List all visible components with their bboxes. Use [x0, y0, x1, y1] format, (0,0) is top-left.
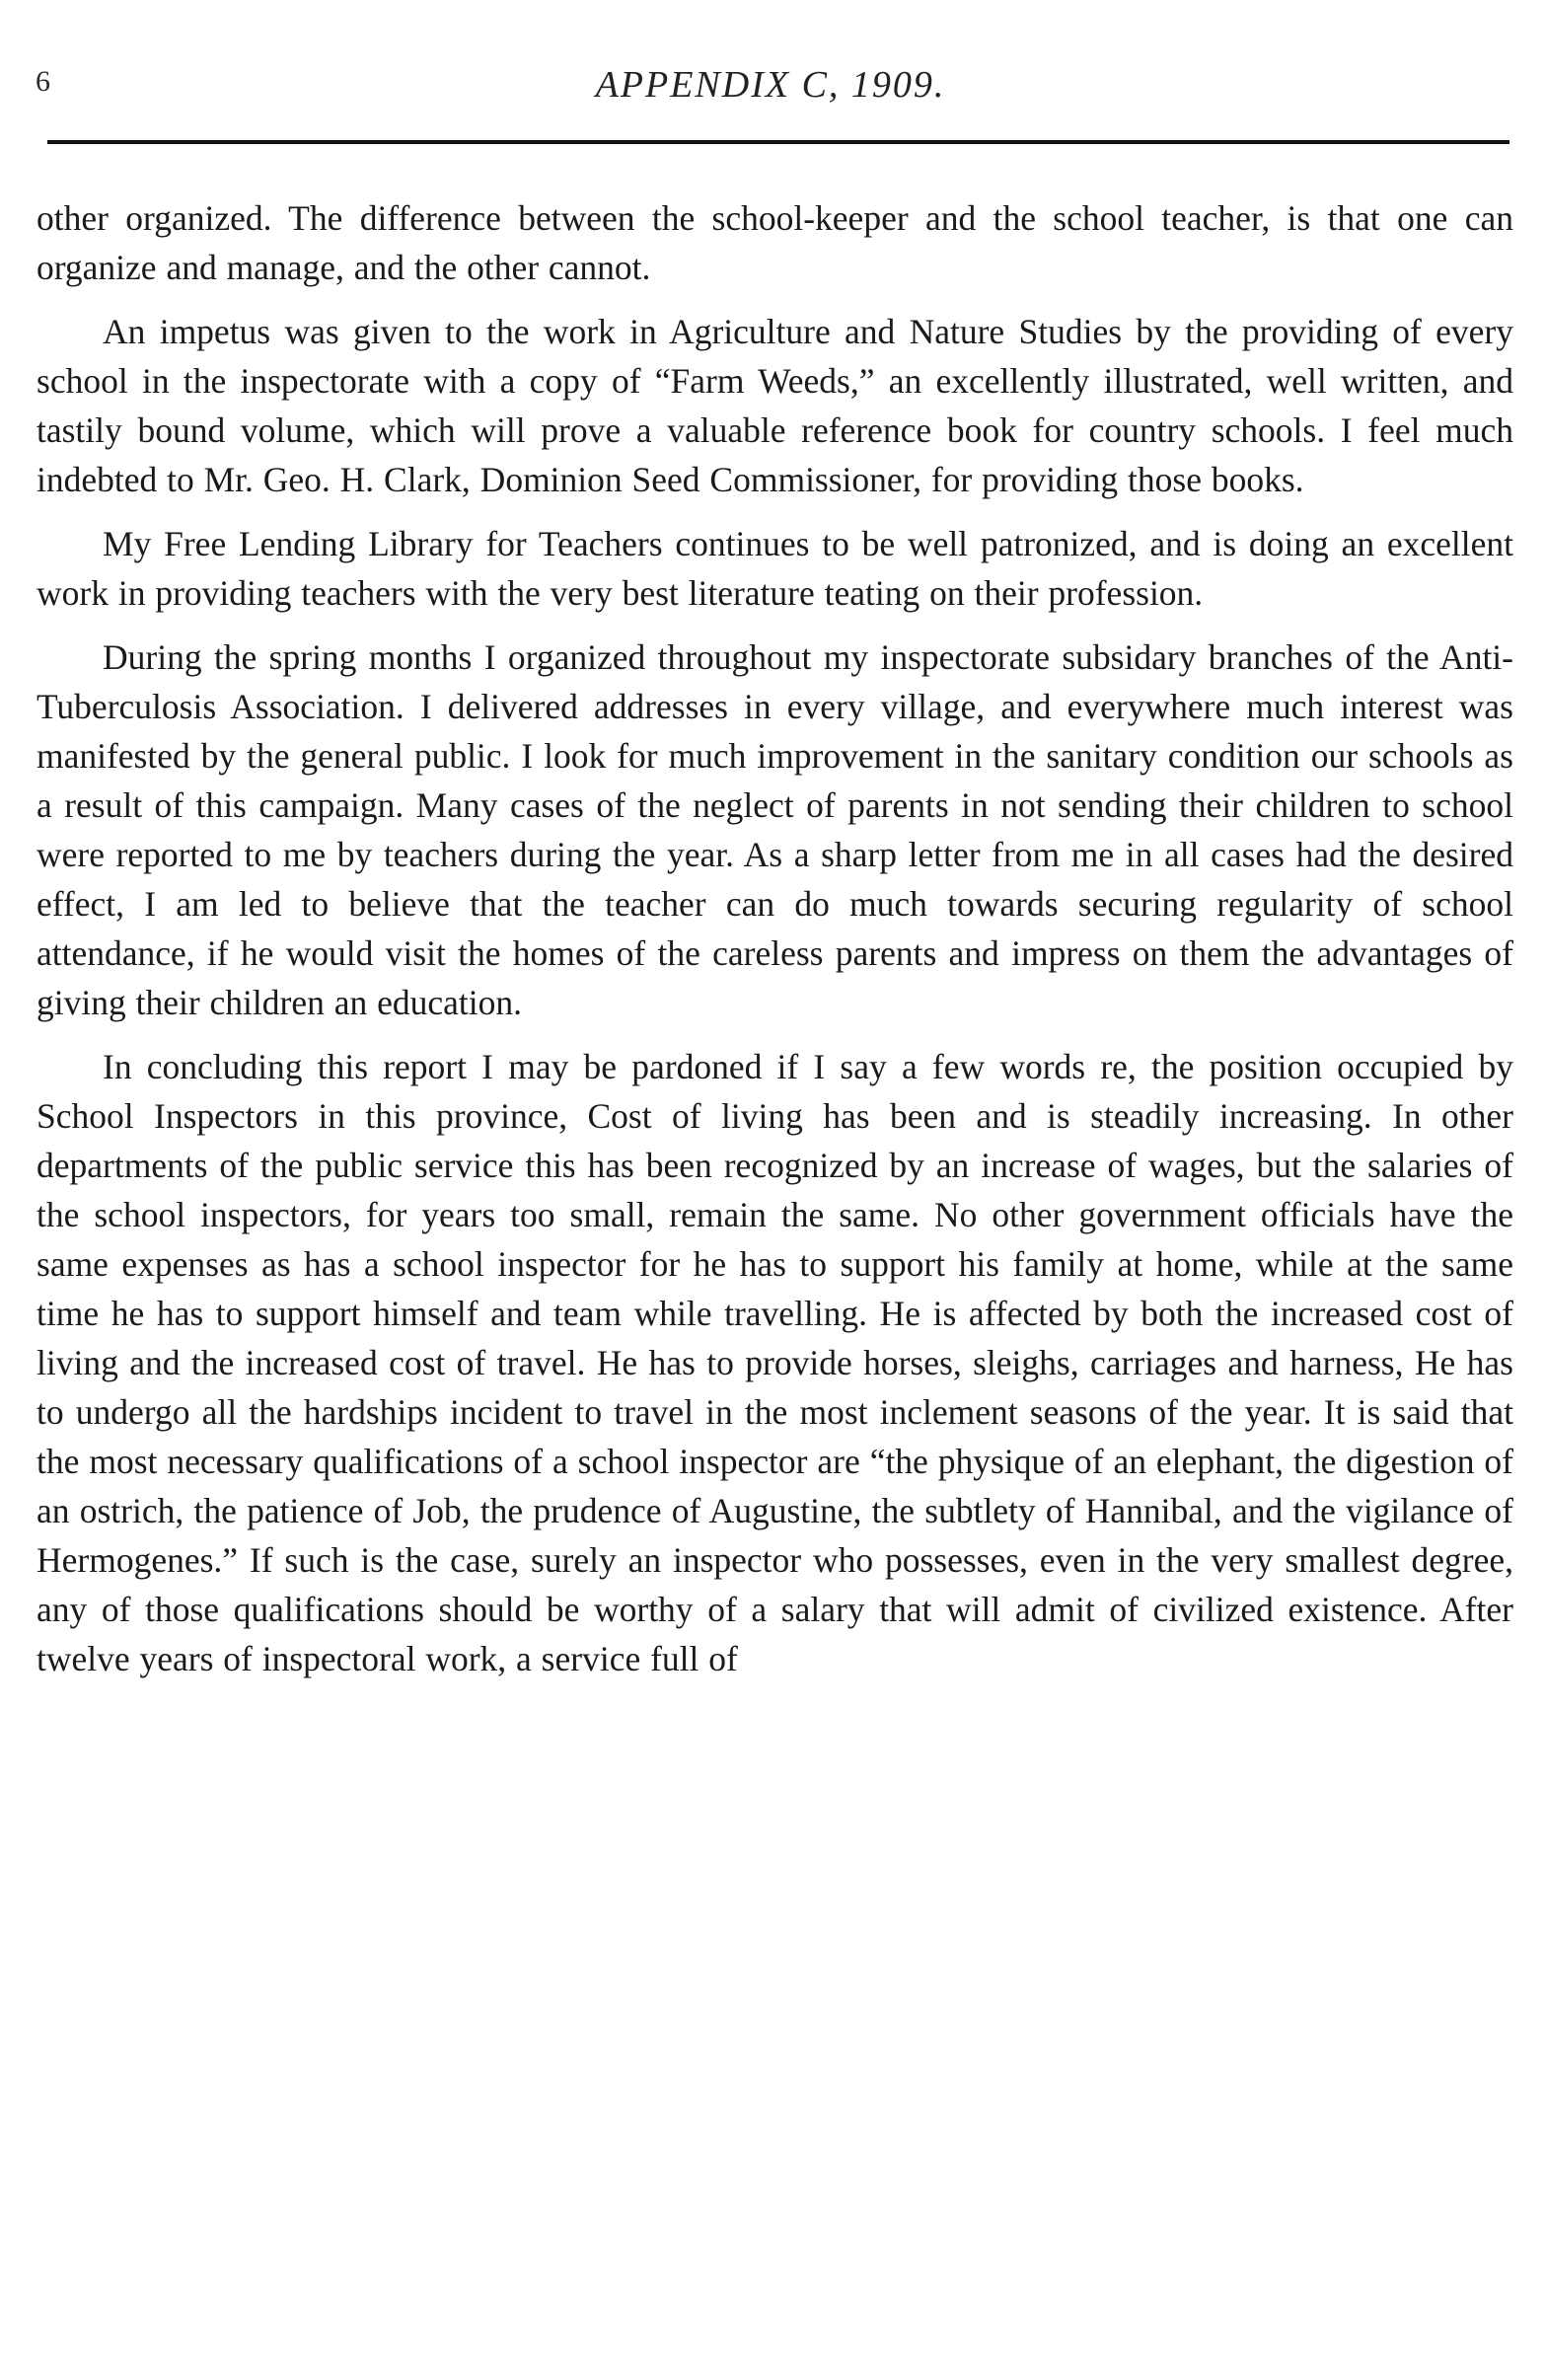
- paragraph-inspector-salaries: In concluding this report I may be pardoned if I say a few words re, the position occupied by School Inspectors in this province, Cost of living has been and is steadily increasing. In other departments of the public service this has been recognized by an increase of wages, but the salaries of the school inspectors, for years too small, remain the same. No other government officials have the same expenses as has a school inspector for he has to support his family at home, while at the same time he has to support himself and team while travelling. He is affected by both the increased cost of living and the increased cost of travel. He has to provide horses, sleighs, carriages and harness, He has to undergo all the hardships incident to travel in the most inclement seasons of the year. It is said that the most necessary qualifications of a school inspector are “the physique of an elephant, the digestion of an ostrich, the patience of Job, the prudence of Augustine, the subtlety of Hannibal, and the vigilance of Hermogenes.” If such is the case, surely an inspector who possesses, even in the very smallest degree, any of those qualifications should be worthy of a salary that will admit of civilized existence. After twelve years of inspectoral work, a service full of: [37, 1047, 1513, 1678]
- paragraph-farm-weeds: An impetus was given to the work in Agriculture and Nature Studies by the providing of every school in the inspectorate with a copy of “Farm Weeds,” an excellently illustrated, well written, and tastily bound volume, which will prove a valuable reference book for country schools. I feel much indebted to Mr. Geo. H. Clark, Dominion Seed Commissioner, for providing those books.: [37, 312, 1513, 499]
- page-header: [36, 63, 1506, 122]
- body-text: [37, 193, 1513, 1698]
- page-number: 6: [36, 65, 50, 98]
- paragraph-lending-library: My Free Lending Library for Teachers continues to be well patronized, and is doing an excellent work in providing teachers with the very best literature teating on their profession.: [37, 524, 1513, 613]
- paragraph-continuation: other organized. The difference between the school-keeper and the school teacher, is that one can organize and manage, and the other cannot.: [37, 198, 1513, 287]
- running-head: APPENDIX C, 1909.: [595, 64, 946, 106]
- paragraph-anti-tuberculosis: During the spring months I organized throughout my inspectorate subsidary branches of the Anti-Tuberculosis Association. I delivered addresses in every village, and everywhere much interest was manifested by the general public. I look for much improvement in the sanitary condition our schools as a result of this campaign. Many cases of the neglect of parents in not sending their children to school were reported to me by teachers during the year. As a sharp letter from me in all cases had the desired effect, I am led to believe that the teacher can do much towards securing regularity of school attendance, if he would visit the homes of the careless parents and impress on them the advantages of giving their children an education.: [37, 637, 1513, 1022]
- header-rule: [47, 140, 1509, 144]
